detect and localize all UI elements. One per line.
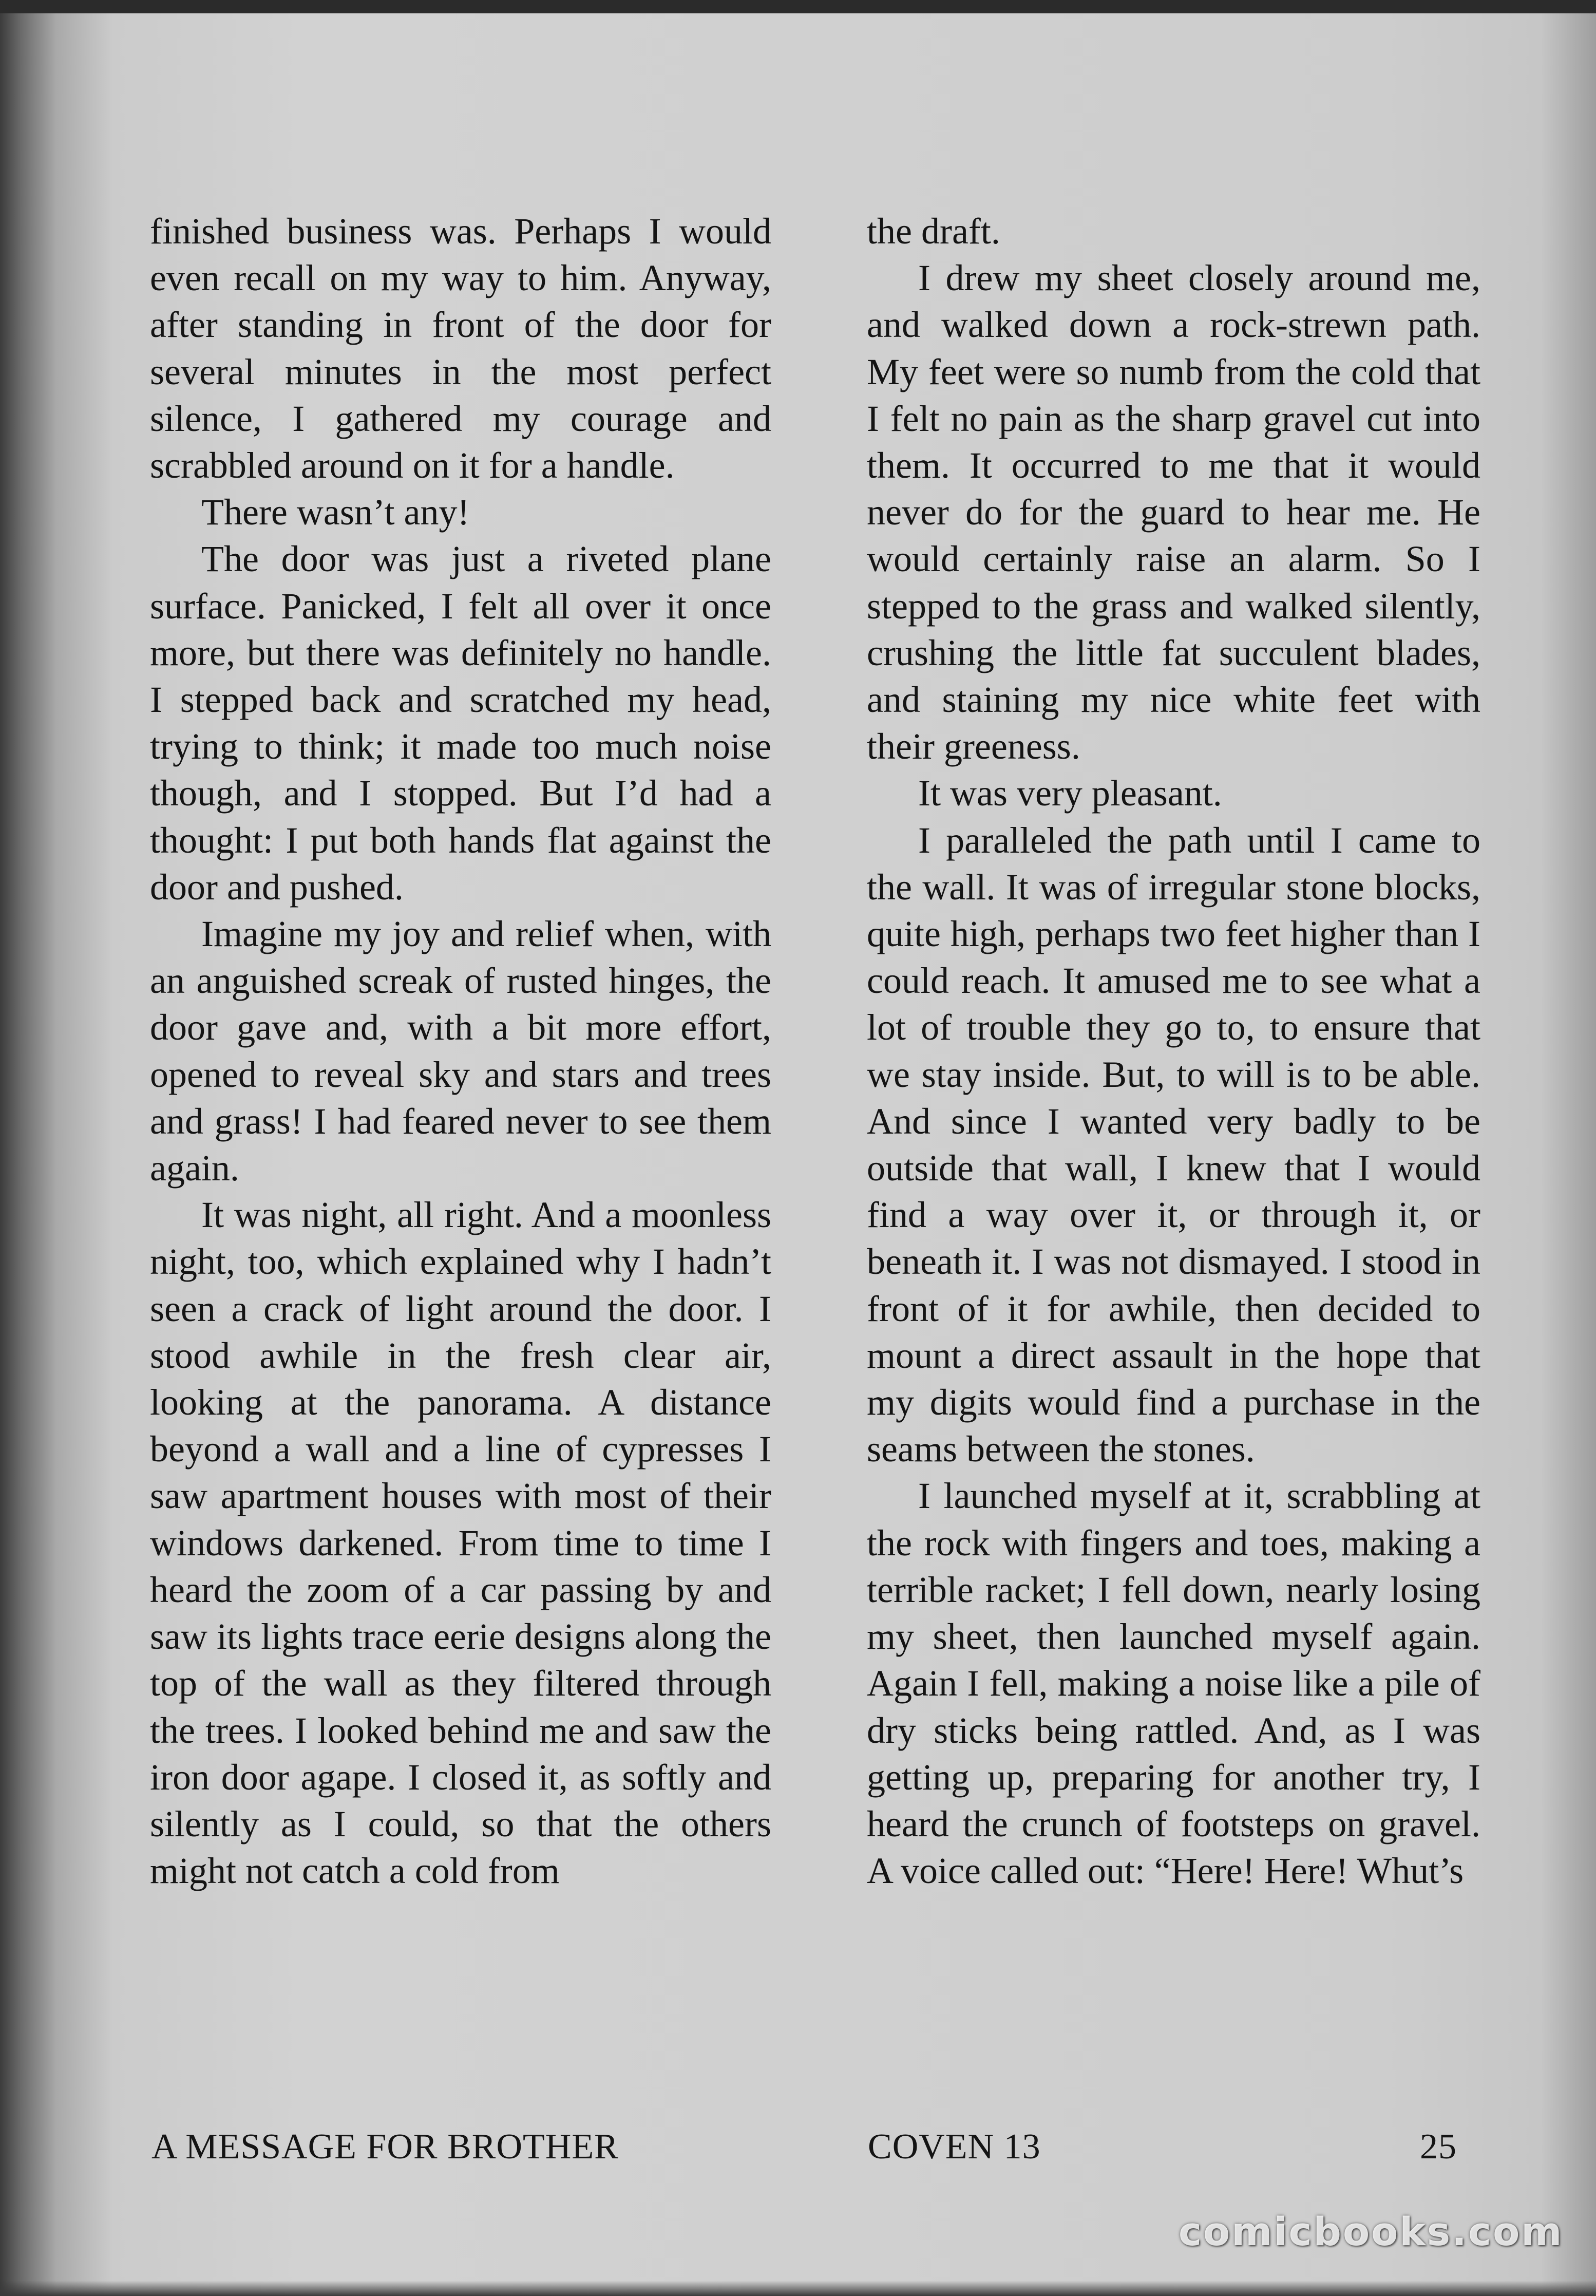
paragraph: I paralleled the path until I came to the wall. It was of irregular stone blocks, quite high, perhaps two feet higher than I could reach. It amused me to see what a lot of trouble they go to, to ensure that we stay inside. But, to will is to be able. And since I wanted very badly to be outside that wall, I knew that I would find a way over it, or through it, or beneath it. I was not dismayed. I stood in front of it for awhile, then decided to mount a direct assault in the hope that my digits would find a purchase in the seams between the stones. (867, 819, 1480, 1470)
page-number: 25 (1420, 2127, 1457, 2167)
site-watermark: comicbooks.com (1179, 2209, 1564, 2254)
left-text-column (150, 208, 771, 1894)
paragraph: I launched myself at it, scrabbling at the rock with fingers and toes, making a terrible racket; I fell down, nearly losing my sheet, then launched myself again. Again I fell, making a noise like a pile of dry sticks being rattled. And, as I was getting up, preparing for another try, I heard the crunch of footsteps on gravel. A voice called out: “Here! Here! Whut’s (867, 1475, 1480, 1892)
paragraph: Imagine my joy and relief when, with an anguished screak of rusted hinges, the door gave and, with a bit more effort, opened to reveal sky and stars and trees and grass! I had feared never to see them again. (150, 913, 771, 1189)
paragraph: There wasn’t any! (201, 492, 470, 533)
right-text-column (867, 208, 1480, 1894)
paragraph: It was very pleasant. (918, 773, 1222, 814)
paragraph: the draft. (867, 211, 1000, 252)
paragraph: The door was just a riveted plane surface. Panicked, I felt all over it once more, but there was definitely no handle. I stepped back and scratched my head, trying to think; it made too much noise though, and I stopped. But I’d had a thought: I put both hands flat against the door and pushed. (150, 538, 771, 908)
paragraph: finished business was. Perhaps I would even recall on my way to him. Anyway, after standing in front of the door for several minutes in the most perfect silence, I gathered my courage and scrabbled around on it for a handle. (150, 211, 771, 486)
footer-story-title: A MESSAGE FOR BROTHER (151, 2127, 619, 2167)
paragraph: I drew my sheet closely around me, and walked down a rock-strewn path. My feet were so numb from the cold that I felt no pain as the sharp gravel cut into them. It occurred to me that it would never do for the guard to hear me. He would certainly raise an alarm. So I stepped to the grass and walked silently, crushing the little fat succulent blades, and staining my nice white feet with their greeness. (867, 257, 1480, 767)
paragraph: It was night, all right. And a moonless night, too, which explained why I hadn’t seen a crack of light around the door. I stood awhile in the fresh clear air, looking at the panorama. A distance beyond a wall and a line of cypresses I saw apartment houses with most of their windows darkened. From time to time I heard the zoom of a car passing by and saw its lights trace eerie designs along the top of the wall as they filtered through the trees. I looked behind me and saw the iron door agape. I closed it, as softly and silently as I could, so that the others might not catch a cold from (150, 1194, 771, 1892)
footer-magazine-name: COVEN 13 (868, 2127, 1041, 2167)
